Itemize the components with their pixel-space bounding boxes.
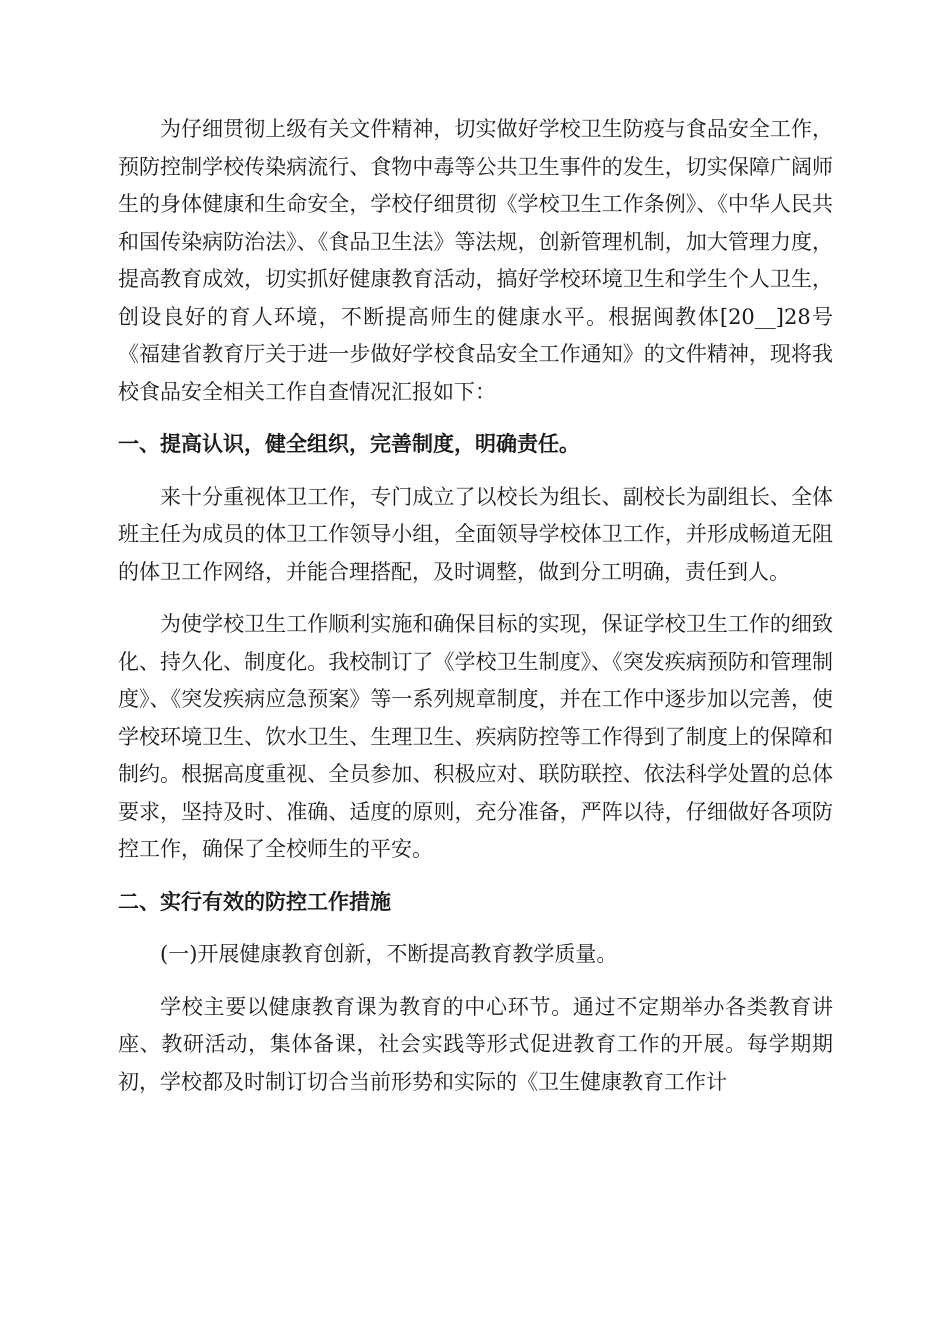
section-1-paragraph-1: 来十分重视体卫工作，专门成立了以校长为组长、副校长为副组长、全体班主任为成员的体卫工作领导小组，全面领导学校体卫工作，并形成畅道无阻的体卫工作网络，并能合理搭配，及时调整，做到分工明确，责任到人。 (118, 484, 833, 584)
section-2-heading: 二、实行有效的防控工作措施 (118, 889, 391, 914)
document-page (118, 111, 833, 1101)
section-1-paragraph-2: 为使学校卫生工作顺利实施和确保目标的实现，保证学校卫生工作的细致化、持久化、制度化。我校制订了《学校卫生制度》、《突发疾病预防和管理制度》、《突发疾病应急预案》等一系列规章制度，并在工作中逐步加以完善，使学校环境卫生、饮水卫生、生理卫生、疾病防控等工作得到了制度上的保障和制约。根据高度重视、全员参加、积极应对、联防联控、依法科学处置的总体要求，坚持及时、准确、适度的原则，充分准备，严阵以待，仔细做好各项防控工作，确保了全校师生的平安。 (118, 612, 833, 861)
section-2-subheading-1: (一)开展健康教育创新，不断提高教育教学质量。 (160, 942, 618, 966)
intro-paragraph: 为仔细贯彻上级有关文件精神，切实做好学校卫生防疫与食品安全工作，预防控制学校传染病流行、食物中毒等公共卫生事件的发生，切实保障广阔师生的身体健康和生命安全，学校仔细贯彻《学校卫生工作条例》、《中华人民共和国传染病防治法》、《食品卫生法》等法规，创新管理机制，加大管理力度，提高教育成效，切实抓好健康教育活动，搞好学校环境卫生和学生个人卫生，创设良好的育人环境，不断提高师生的健康水平。根据闽教体[20__]28号《福建省教育厅关于进一步做好学校食品安全工作通知》的文件精神，现将我校食品安全相关工作自查情况汇报如下： (118, 117, 833, 404)
section-2-paragraph-1: 学校主要以健康教育课为教育的中心环节。通过不定期举办各类教育讲座、教研活动，集体备课，社会实践等形式促进教育工作的开展。每学期期初，学校都及时制订切合当前形势和实际的《卫生健康教育工作计 (118, 994, 833, 1094)
section-1-heading: 一、提高认识，健全组织，完善制度，明确责任。 (118, 432, 580, 456)
